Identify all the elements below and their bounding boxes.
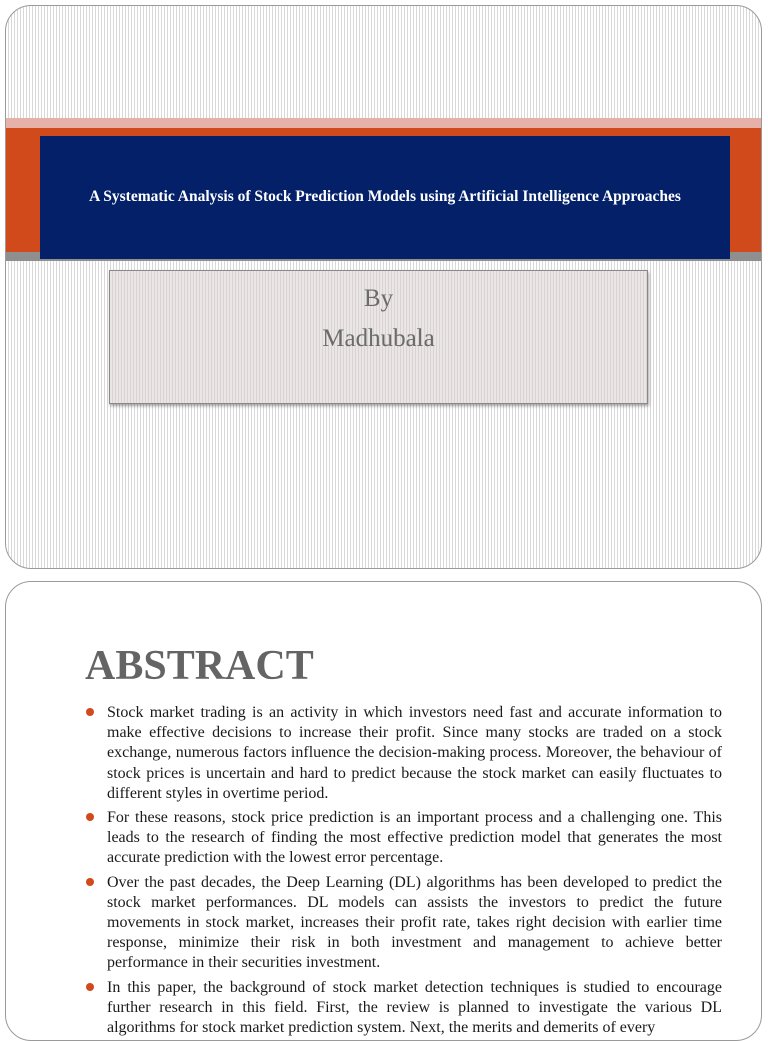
- author-name: Madhubala: [322, 325, 435, 352]
- by-label: By: [363, 285, 394, 312]
- title-slide: [5, 5, 762, 569]
- abstract-bullet-list: [85, 703, 722, 1041]
- bullet-dot-icon: [86, 813, 94, 821]
- bullet-item: [85, 978, 722, 1039]
- abstract-slide: [5, 581, 762, 1041]
- bullet-text: For these reasons, stock price prediction is an important process and a challenging one. This leads to the research of finding the most effective prediction model that generates the most accurate prediction with the lowest error percentage.: [107, 809, 722, 867]
- bullet-dot-icon: [86, 878, 94, 886]
- bullet-dot-icon: [86, 708, 94, 716]
- title-box: [40, 136, 730, 259]
- bullet-dot-icon: [86, 983, 94, 991]
- bullet-item: [85, 873, 722, 974]
- bullet-item: [85, 808, 722, 869]
- author-box: [109, 270, 648, 404]
- pink-accent-band: [6, 118, 761, 128]
- bullet-item: [85, 703, 722, 804]
- bullet-text: Stock market trading is an activity in which investors need fast and accurate information to make effective decisions to increase their profit. Since many stocks are traded on a stock exchange, numerous factors influence the decision-making process. Moreover, the behaviour of stock prices is uncertain and hard to predict because the stock market can easily fluctuates to different styles in overtime period.: [107, 704, 722, 802]
- bullet-text: Over the past decades, the Deep Learning (DL) algorithms has been developed to predict the stock market performances. DL models can assists the investors to predict the future movements in stock market, increases their profit rate, takes right decision with earlier time response, minimize their risk in both investment and management to achieve better performance in their securities investment.: [107, 873, 722, 972]
- slide-title: A Systematic Analysis of Stock Prediction Models using Artificial Intelligence Approaches: [89, 188, 681, 206]
- bullet-text: In this paper, the background of stock market detection techniques is studied to encourage further research in this field. First, the review is planned to investigate the various DL algorithms for stock market prediction system. Next, the merits and demerits of every: [107, 978, 722, 1037]
- abstract-heading: ABSTRACT: [85, 643, 314, 689]
